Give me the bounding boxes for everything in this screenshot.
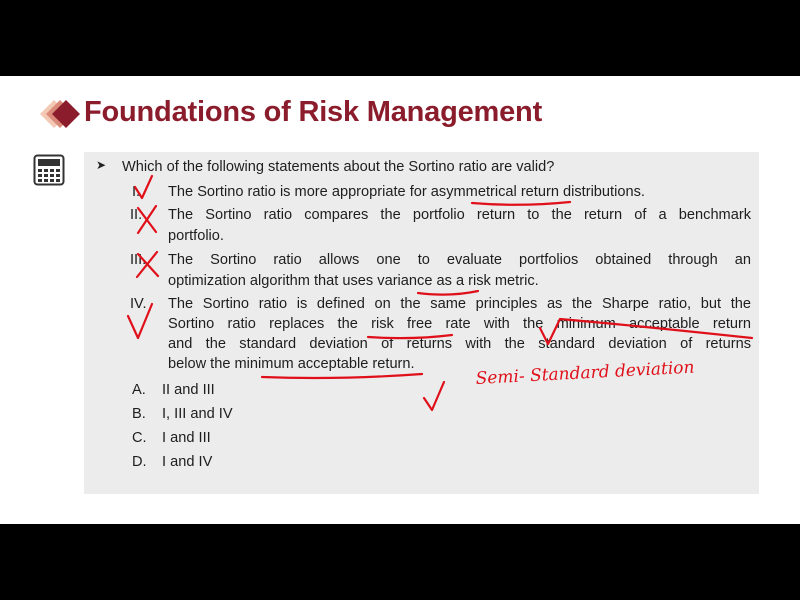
statement-text: optimization algorithm that uses variance as a risk metric. [168,273,539,289]
slide [0,76,800,524]
question-panel [84,152,759,494]
question-text: Which of the following statements about the Sortino ratio are valid? [122,159,555,175]
page-title: Foundations of Risk Management [84,96,543,128]
handwritten-note: Semi- Standard deviation [475,357,695,389]
red-diamond-logo [30,96,82,132]
option-text: I and IV [162,454,213,470]
statement-numeral: III. [130,252,147,268]
statement-text: The Sortino ratio compares the portfolio return to the return of a benchmark [168,207,751,223]
statement-text: The Sortino ratio allows one to evaluate portfolios obtained through an [168,252,751,268]
option-text: II and III [162,382,215,398]
statement-text: The Sortino ratio is defined on the same principles as the Sharpe ratio, but the [168,296,751,312]
statement-text: Sortino ratio replaces the risk free rate with the minimum acceptable return [168,316,751,332]
arrow-bullet-icon: ➤ [96,158,107,172]
statement-numeral: IV. [130,296,147,312]
option-text: I, III and IV [162,406,233,422]
statement-text: below the minimum acceptable return. [168,356,415,372]
statement-numeral: I. [132,184,141,200]
statement-text: and the standard deviation of returns with the standard deviation of returns [168,336,751,352]
option-text: I and III [162,430,211,446]
statement-numeral: II. [130,207,143,223]
option-letter: A. [132,382,146,398]
option-letter: B. [132,406,146,422]
statement-text: portfolio. [168,228,224,244]
statement-text: The Sortino ratio is more appropriate for asymmetrical return distributions. [168,184,645,200]
option-letter: D. [132,454,147,470]
calculator-icon[interactable] [33,154,65,186]
option-letter: C. [132,430,147,446]
